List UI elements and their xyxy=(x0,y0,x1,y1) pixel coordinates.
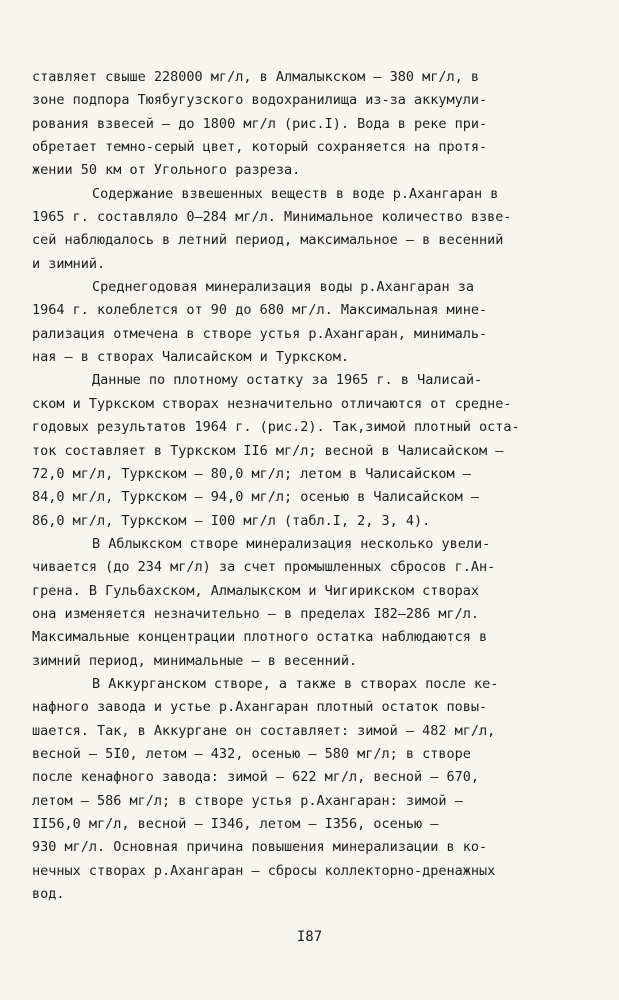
text-line: 1964 г. колеблется от 90 до 680 мг/л. Максимальная мине- xyxy=(32,302,488,319)
text-line: вод. xyxy=(32,886,65,903)
text-line: Максимальные концентрации плотного остатка наблюдаются в xyxy=(32,629,488,646)
text-line: ставляет свыше 228000 мг/л, в Алмалыкском – 380 мг/л, в xyxy=(32,69,480,85)
body-text xyxy=(32,66,552,906)
text-line: II56,0 мг/л, весной – I346, летом – I356, осенью – xyxy=(32,816,439,832)
text-line: зоне подпора Тюябугузского водохранилища из-за аккумули- xyxy=(32,92,488,109)
text-line: жении 50 км от Угольного разреза. xyxy=(32,162,301,179)
text-line: 930 мг/л. Основная причина повышения минерализации в ко- xyxy=(32,839,488,856)
text-line: 86,0 мг/л, Туркском – I00 мг/л (табл.I, 2, 3, 4). xyxy=(32,512,431,529)
text-line: В Аккурганском створе, а также в створах после ке- xyxy=(92,675,499,692)
text-line: Данные по плотному остатку за 1965 г. в Чалисай- xyxy=(92,372,483,389)
text-line: летом – 586 мг/л; в створе устья р.Ахангаран: зимой – xyxy=(32,792,463,809)
text-line: она изменяется незначительно – в пределах I82–286 мг/л. xyxy=(32,605,480,622)
text-line: и зимний. xyxy=(32,255,106,272)
text-line: 72,0 мг/л, Туркском – 80,0 мг/л; летом в Чалисайском – xyxy=(32,465,471,482)
text-line: ток составляет в Туркском II6 мг/л; весной в Чалисайском – xyxy=(32,442,504,459)
text-line: ском и Туркском створах незначительно отличаются от средне- xyxy=(32,395,512,412)
text-line: Содержание взвешенных веществ в воде р.Ахангаран в xyxy=(92,185,499,202)
text-line: нечных створах р.Ахангаран – сбросы коллекторно-дренажных xyxy=(32,862,496,879)
text-line: 1965 г. составляло 0–284 мг/л. Минимальное количество взве- xyxy=(32,209,512,226)
text-line: после кенафного завода: зимой – 622 мг/л, весной – 670, xyxy=(32,769,480,786)
text-line: В Аблыкском створе минерализация несколько увели- xyxy=(92,535,491,552)
text-line: сей наблюдалось в летний период, максимальное – в весенний xyxy=(32,232,504,249)
text-line: чивается (до 234 мг/л) за счет промышленных сбросов г.Ан- xyxy=(32,559,496,576)
text-line: Среднегодовая минерализация воды р.Ахангаран за xyxy=(92,279,475,296)
text-line: рализация отмечена в створе устья р.Ахангаран, минималь- xyxy=(32,325,488,342)
text-line: рования взвесей – до 1800 мг/л (рис.I). Вода в реке при- xyxy=(32,115,488,132)
text-line: грена. В Гульбахском, Алмалыкском и Чигирикском створах xyxy=(32,582,480,599)
text-line: ная – в створах Чалисайском и Туркском. xyxy=(32,349,349,366)
text-line: шается. Так, в Аккургане он составляет: зимой – 482 мг/л, xyxy=(32,722,496,739)
text-line: зимний период, минимальные – в весенний. xyxy=(32,652,358,669)
text-line: весной – 5I0, летом – 432, осенью – 580 мг/л; в створе xyxy=(32,745,471,762)
page-number: I87 xyxy=(296,929,323,945)
text-line: нафного завода и устье р.Ахангаран плотный остаток повы- xyxy=(32,699,488,716)
text-line: 84,0 мг/л, Туркском – 94,0 мг/л; осенью в Чалисайском – xyxy=(32,489,480,506)
text-line: обретает темно-серый цвет, который сохраняется на протя- xyxy=(32,139,488,156)
text-line: годовых результатов 1964 г. (рис.2). Так,зимой плотный оста- xyxy=(32,419,520,436)
